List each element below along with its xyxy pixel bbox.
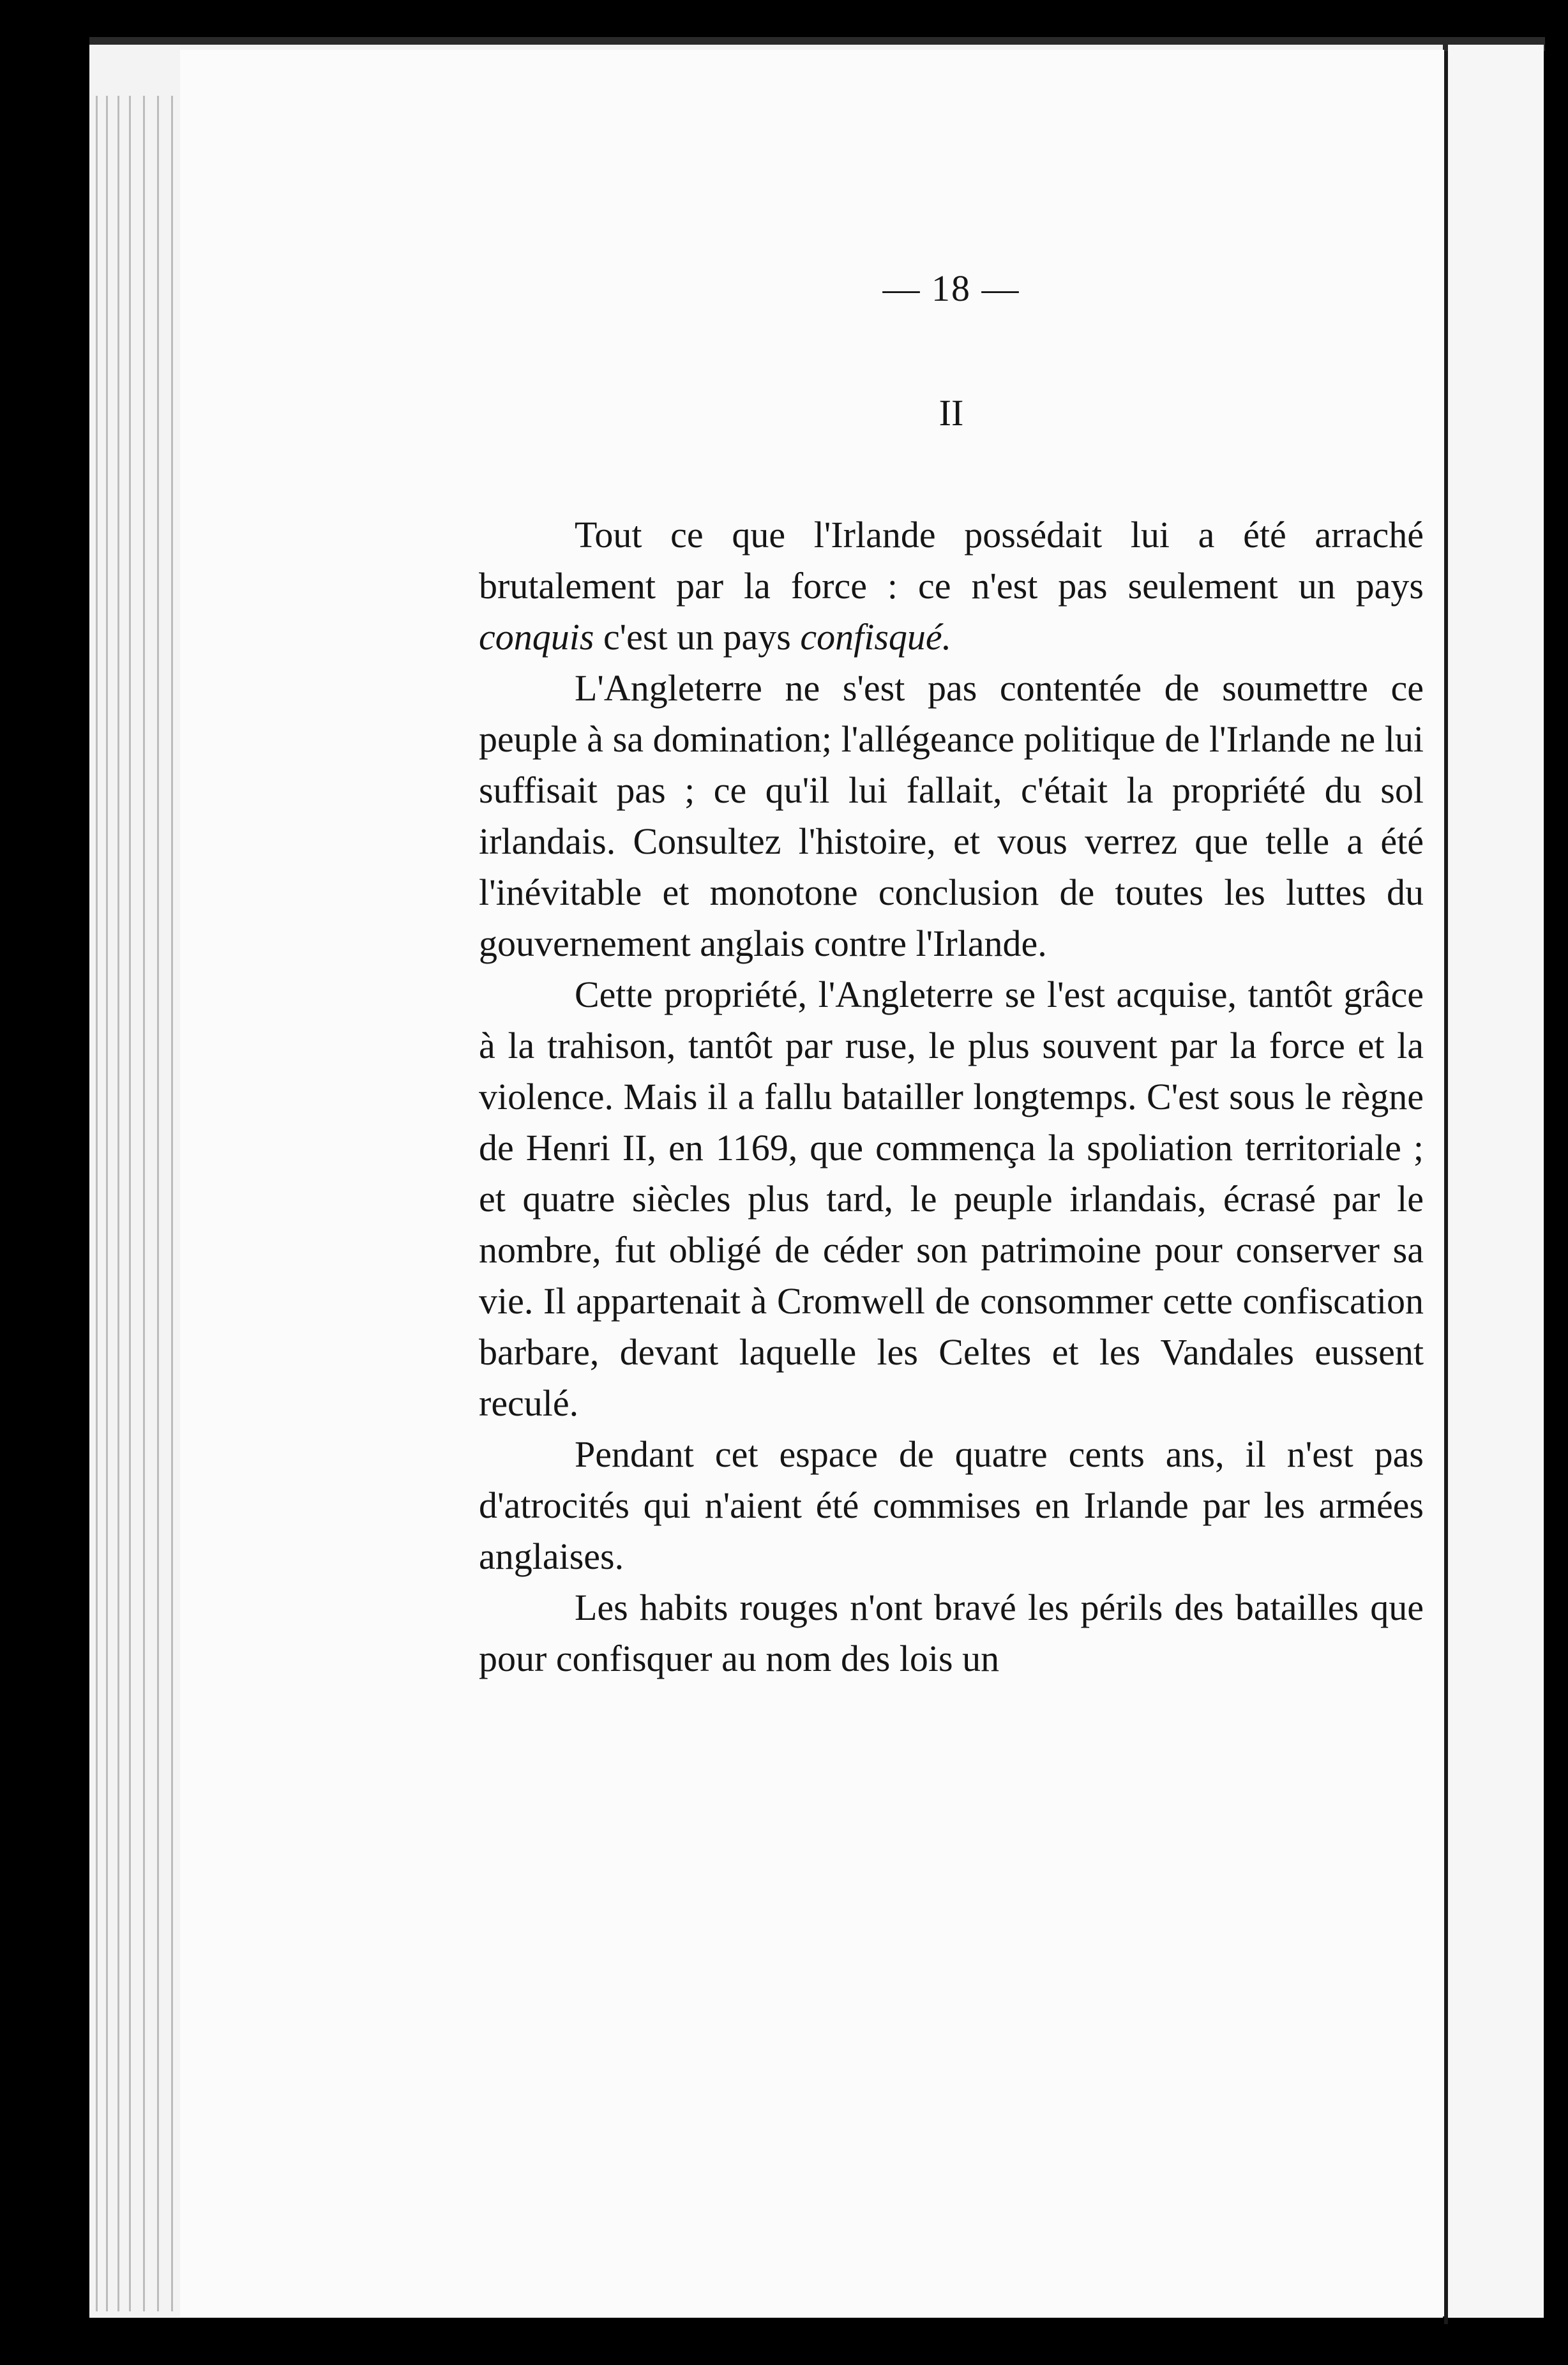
italic-text: confisqué. — [800, 616, 952, 658]
text-run: Tout ce que l'Irlande possédait lui a été arraché brutalement par la force : ce n'est pas seulement un pays — [479, 514, 1424, 607]
paragraph: Cette propriété, l'Angleterre se l'est acquise, tantôt grâce à la trahison, tantôt par ruse, le plus souvent par la force et la violence. Mais il a fallu batailler longtemps. C'est sous le règne de Henri II, en 1169, que commença la spoliation territoriale ; et quatre siècles plus tard, le peuple irlandais, écrasé par le nombre, fut obligé de céder son patrimoine pour conserver sa vie. Il appartenait à Cromwell de consommer cette confiscation barbare, devant laquelle les Celtes et les Vandales eussent reculé. — [479, 974, 1424, 1424]
body-text — [479, 510, 1424, 1684]
page-edge-line — [157, 96, 159, 2311]
page-edge-line — [129, 96, 131, 2311]
document-page — [180, 50, 1444, 2316]
page-edge-line — [106, 96, 108, 2311]
page-edge-line — [171, 96, 173, 2311]
paragraph: Les habits rouges n'ont bravé les périls des batailles que pour confisquer au nom des lois un — [479, 1587, 1424, 1679]
page-edge-line — [96, 96, 98, 2311]
page-number: — 18 — — [882, 268, 1020, 309]
paragraph: L'Angleterre ne s'est pas contentée de soumettre ce peuple à sa domination; l'allégeance politique de l'Irlande ne lui suffisait pas ; ce qu'il lui fallait, c'était la propriété du sol irlandais. Consultez l'histoire, et vous verrez que telle a été l'inévitable et monotone conclusion de toutes les luttes du gouvernement anglais contre l'Irlande. — [479, 667, 1424, 964]
text-run: c'est un pays — [594, 616, 801, 658]
paragraph — [479, 510, 1424, 663]
italic-text: conquis — [479, 616, 594, 658]
page-edge-line — [117, 96, 119, 2311]
paragraph: Pendant cet espace de quatre cents ans, il n'est pas d'atrocités qui n'aient été commises en Irlande par les armées anglaises. — [479, 1433, 1424, 1577]
facing-page-edge — [1448, 45, 1544, 2318]
page-edge-line — [143, 96, 145, 2311]
section-heading: II — [939, 392, 964, 434]
gutter-line — [1444, 51, 1448, 2324]
